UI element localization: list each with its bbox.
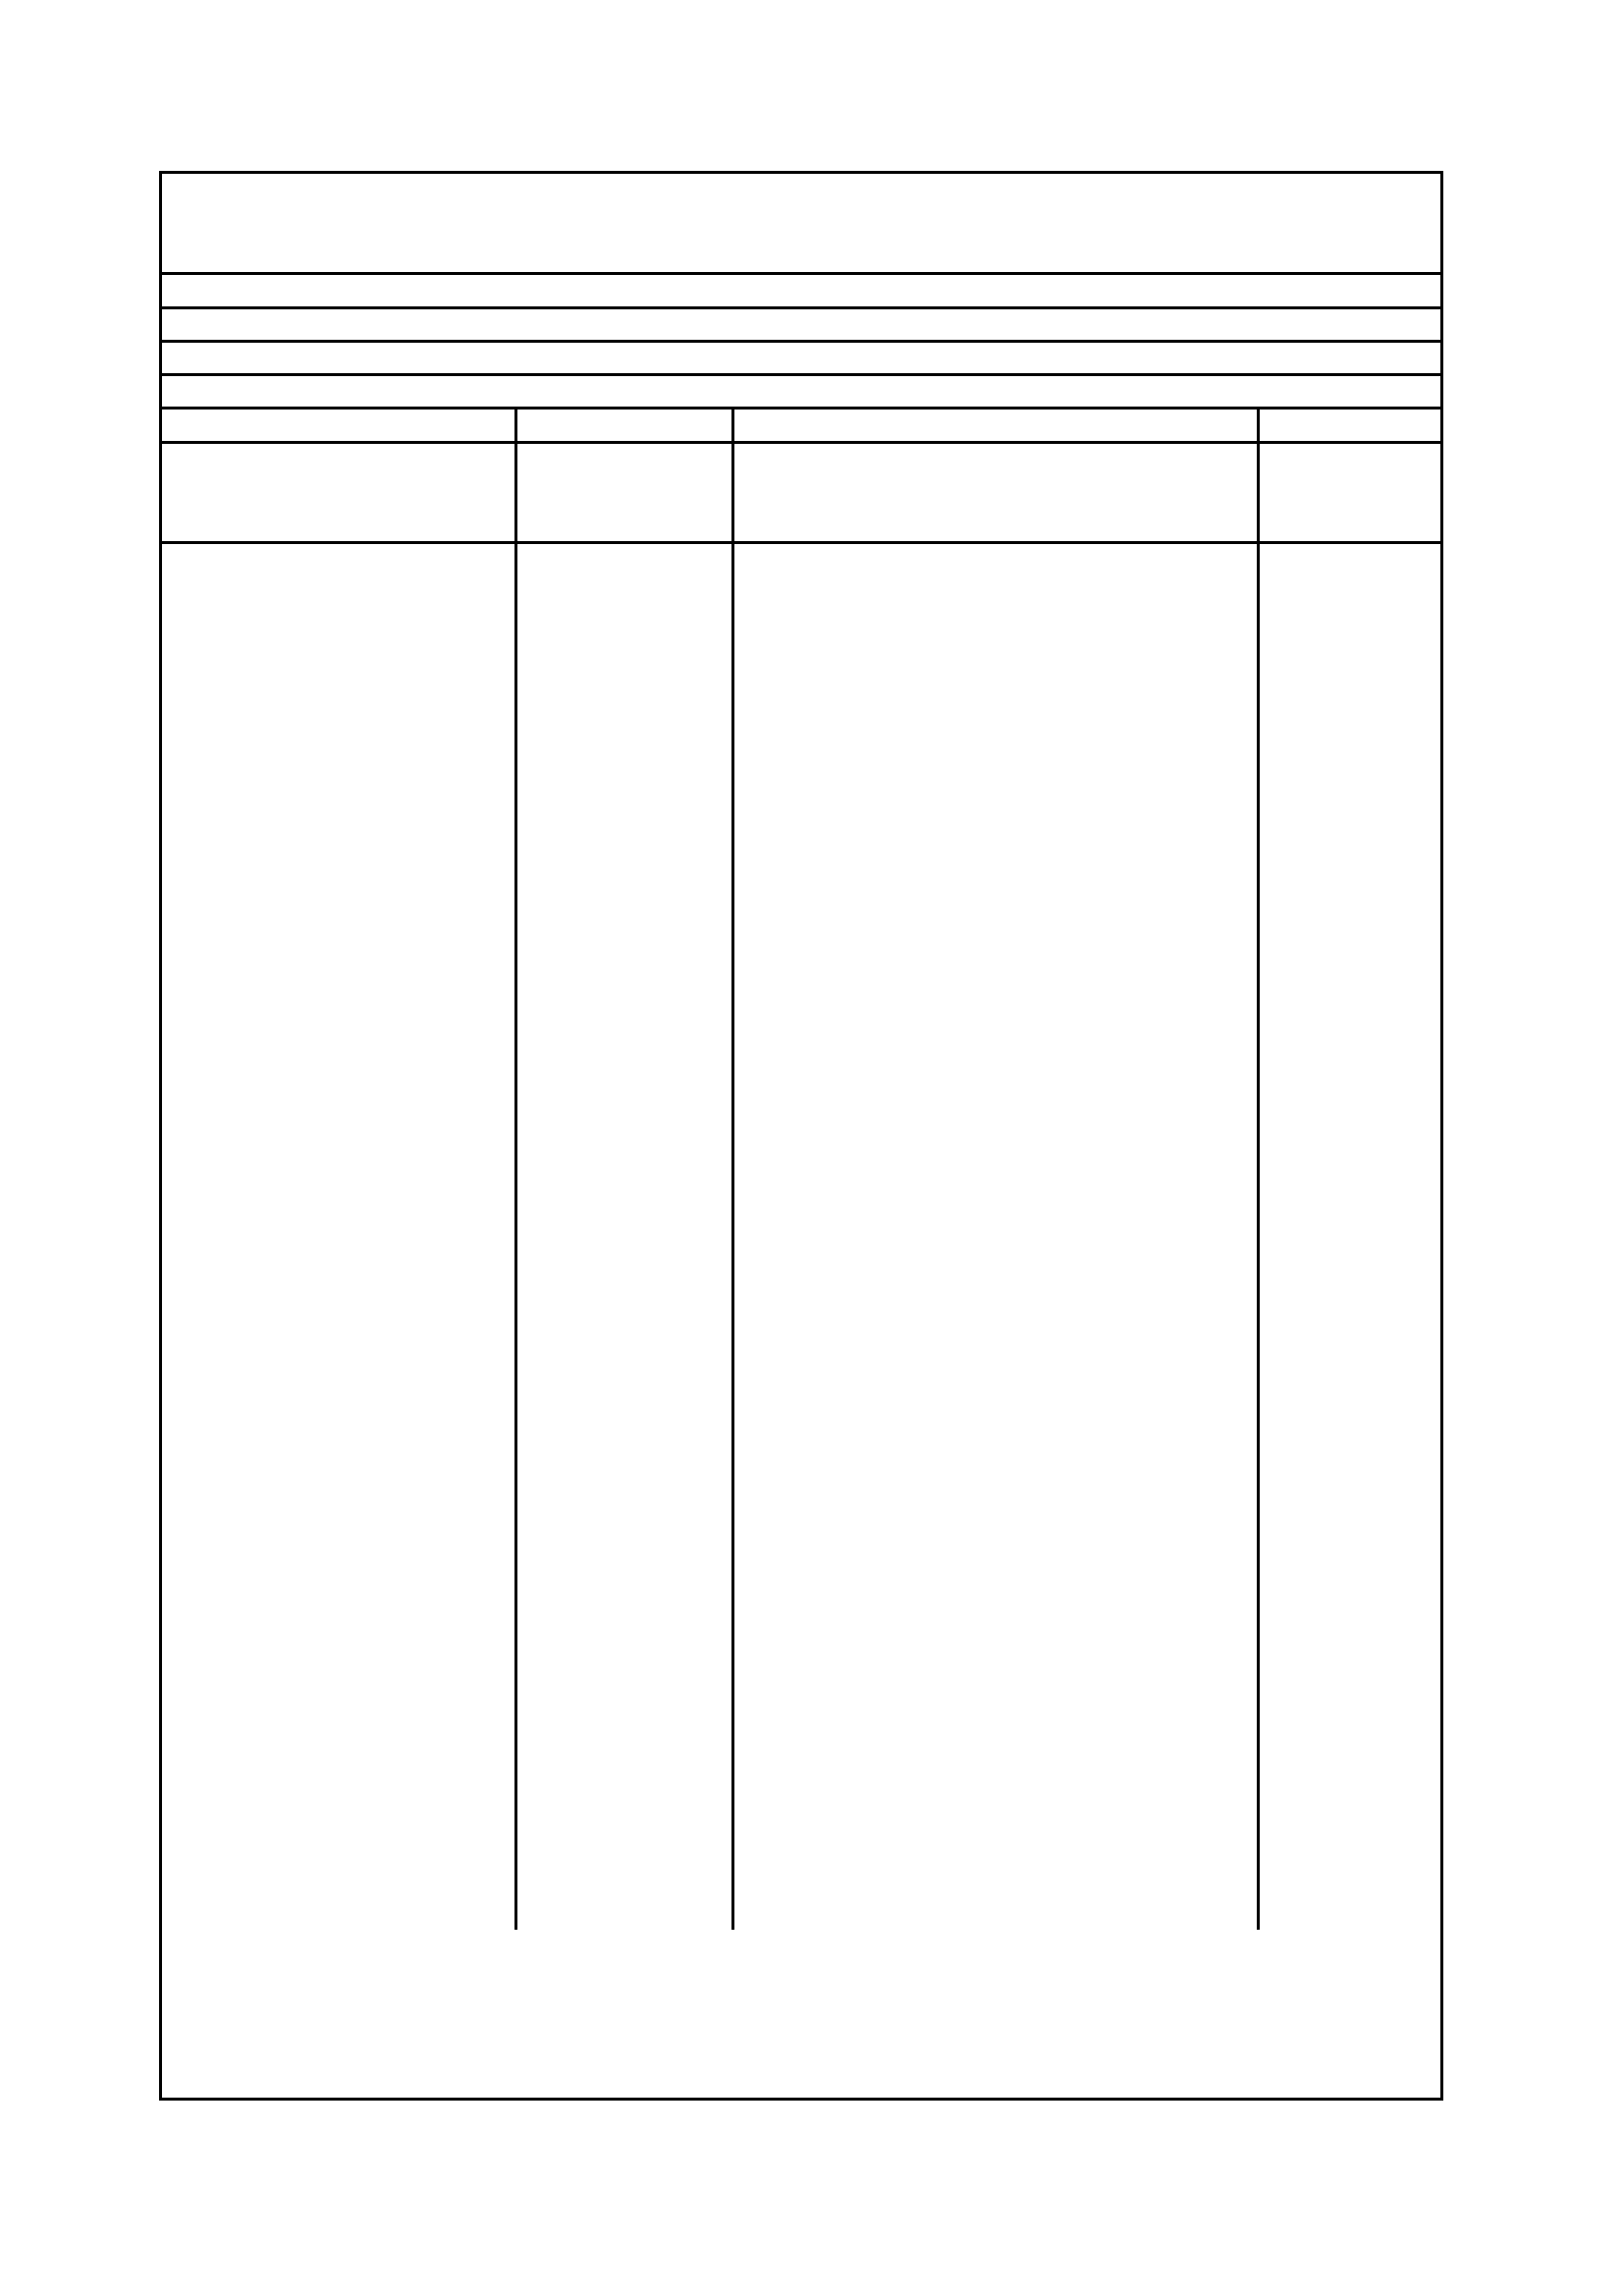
rule <box>159 373 1443 376</box>
rule <box>159 441 1443 444</box>
rule <box>159 407 1443 410</box>
rule <box>731 407 734 1930</box>
rule <box>159 306 1443 309</box>
rule <box>159 541 1443 544</box>
rule <box>159 272 1443 275</box>
rule <box>159 340 1443 343</box>
sheet-frame <box>159 171 1443 2101</box>
rule <box>514 407 517 1930</box>
rule <box>1257 407 1260 1930</box>
